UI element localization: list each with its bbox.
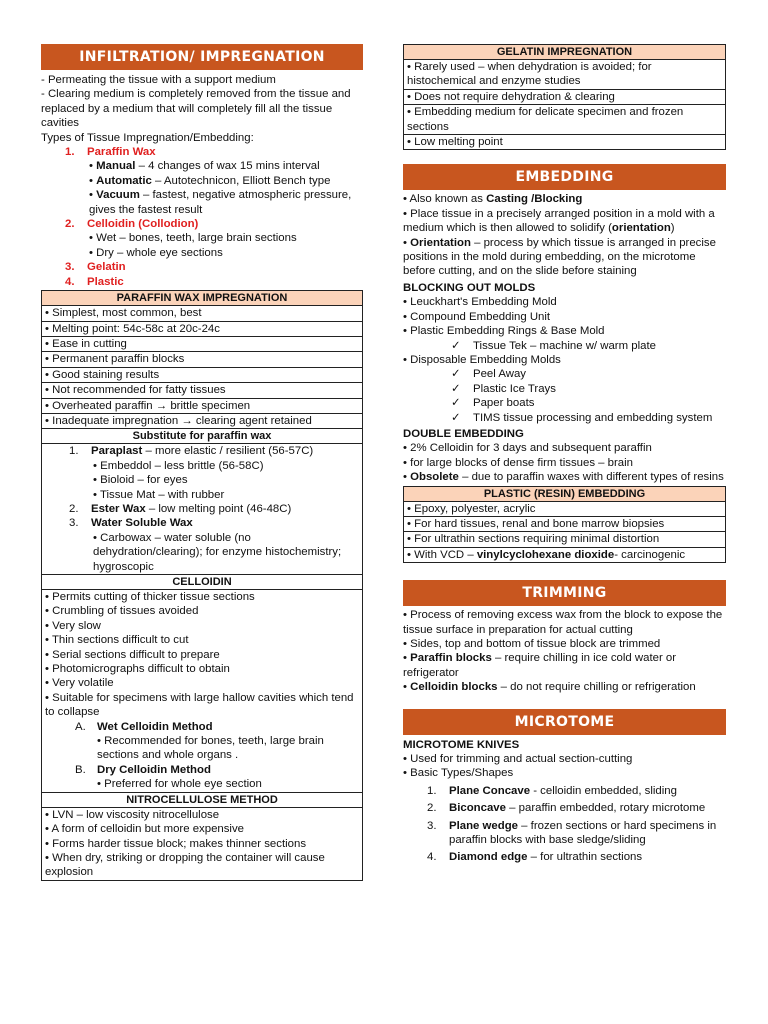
celloidin-list [42, 590, 362, 792]
box-heading: GELATIN IMPREGNATION [404, 45, 725, 60]
box-row: • Inadequate impregnation → clearing agent retained [45, 414, 312, 427]
type-item: 2. Celloidin (Collodion) [65, 218, 199, 231]
box-row: • Does not require dehydration & clearing [404, 90, 725, 105]
box-heading: PLASTIC (RESIN) EMBEDDING [404, 487, 725, 502]
disposable-item: ✓ Plastic Ice Trays [451, 382, 556, 395]
box-row: • Ease in cutting [42, 337, 362, 352]
nitro-row: • A form of celloidin but more expensive [45, 823, 244, 836]
box-row: • Rarely used – when dehydration is avoided; for histochemical and enzyme studies [404, 60, 725, 90]
left-column [41, 44, 363, 881]
trimming-line: • Sides, top and bottom of tissue block are trimmed [403, 638, 661, 650]
embedding-line: • Place tissue in a precisely arranged position in a mold with a medium which is then allowed to solidify (orientation) [403, 207, 715, 235]
check-icon: ✓ [451, 382, 461, 395]
embedding-line: • Also known as Casting /Blocking [403, 193, 583, 206]
box-row: • With VCD – vinylcyclohexane dioxide- carcinogenic [407, 548, 686, 561]
box-heading: PARAFFIN WAX IMPREGNATION [42, 291, 362, 306]
type-item: 3. Gelatin [65, 261, 126, 274]
celloidin-row: • Thin sections difficult to cut [45, 634, 189, 647]
double-item: • for large blocks of dense firm tissues – brain [403, 456, 634, 469]
box-row: • Simplest, most common, best [42, 306, 362, 321]
substitute-subitem: • Bioloid – for eyes [93, 474, 188, 487]
intro-line: - Permeating the tissue with a support medium [41, 74, 276, 86]
box-row: • Low melting point [407, 136, 503, 149]
substitute-subitem: • Tissue Mat – with rubber [93, 488, 225, 501]
check-icon: ✓ [451, 397, 461, 410]
substitute-item: 1. Paraplast – more elastic / resilient (56-57C) [69, 445, 314, 458]
box-row: • Melting point: 54c-58c at 20c-24c [42, 322, 362, 337]
section-banner-infiltration: INFILTRATION/ IMPREGNATION [41, 44, 363, 70]
paraffin-sub-item: • Vacuum – fastest, negative atmospheric pressure, gives the fastest result [89, 189, 352, 216]
celloidin-row: • Serial sections difficult to prepare [45, 648, 220, 661]
gelatin-box [403, 44, 726, 150]
substitute-item: 3. Water Soluble Wax [69, 517, 193, 530]
celloidin-sub-item: • Dry – whole eye sections [89, 246, 223, 259]
blocking-item: • Leuckhart's Embedding Mold [403, 296, 557, 309]
celloidin-heading: CELLOIDIN [42, 574, 362, 590]
section-banner-trimming: TRIMMING [403, 580, 726, 606]
trimming-line: • Celloidin blocks – do not require chilling or refrigeration [403, 681, 696, 694]
disposable-item: ✓ Peel Away [451, 368, 526, 381]
box-row: • For hard tissues, renal and bone marrow biopsies [404, 517, 725, 532]
disposable-item: ✓ TIMS tissue processing and embedding system [451, 411, 713, 424]
blocking-item: • Compound Embedding Unit [403, 310, 551, 323]
double-heading: DOUBLE EMBEDDING [403, 427, 524, 440]
trimming-text [403, 608, 726, 694]
nitro-row: • When dry, striking or dropping the container will cause explosion [45, 851, 325, 879]
substitute-list [42, 444, 362, 574]
blocking-item: • Disposable Embedding Molds [403, 353, 561, 366]
microtome-text [403, 738, 726, 865]
box-row: • Permanent paraffin blocks [42, 352, 362, 367]
intro-text [41, 73, 363, 145]
knife-type: 3. Plane wedge – frozen sections or hard specimens in paraffin blocks with base sledge/sliding [427, 819, 717, 847]
blocking-item: • Plastic Embedding Rings & Base Mold [403, 325, 605, 338]
check-icon: ✓ [451, 339, 461, 352]
trimming-line: • Process of removing excess wax from the block to expose the tissue surface in preparation for actual cutting [403, 609, 723, 636]
type-item: 1. Paraffin Wax [65, 146, 156, 159]
celloidin-row: • Crumbling of tissues avoided [45, 605, 199, 618]
substitute-subitem: • Carbowax – water soluble (no dehydration/clearing); for enzyme histochemistry; hygroscopic [93, 531, 342, 573]
section-banner-microtome: MICROTOME [403, 709, 726, 735]
box-row: • Not recommended for fatty tissues [42, 383, 362, 398]
right-column [403, 44, 726, 865]
nitro-heading: NITROCELLULOSE METHOD [42, 792, 362, 808]
knives-heading: MICROTOME KNIVES [403, 738, 520, 751]
types-list [41, 145, 363, 289]
substitute-item: 2. Ester Wax – low melting point (46-48C) [69, 502, 292, 515]
paraffin-wax-box [41, 290, 363, 881]
check-icon: ✓ [451, 411, 461, 424]
dry-method-text: • Preferred for whole eye section [97, 778, 262, 791]
wet-method: A. Wet Celloidin Method [75, 720, 213, 733]
box-row: • Embedding medium for delicate specimen and frozen sections [404, 105, 725, 135]
paraffin-sub-item: • Manual – 4 changes of wax 15 mins interval [89, 160, 320, 173]
box-row: • For ultrathin sections requiring minimal distortion [404, 532, 725, 547]
knife-type: 4. Diamond edge – for ultrathin sections [427, 851, 643, 864]
celloidin-row: • Very volatile [45, 677, 114, 690]
nitro-list [42, 808, 362, 880]
paraffin-sub-item: • Automatic – Autotechnicon, Elliott Bench type [89, 174, 331, 187]
trimming-line: • Paraffin blocks – require chilling in ice cold water or refrigerator [403, 652, 677, 679]
intro-line: - Clearing medium is completely removed from the tissue and replaced by a medium that will completely fill all the tissue cavities [41, 88, 351, 130]
substitute-subitem: • Embeddol – less brittle (56-58C) [93, 459, 264, 472]
dry-method: B. Dry Celloidin Method [75, 763, 211, 776]
double-item: • 2% Celloidin for 3 days and subsequent paraffin [403, 442, 652, 455]
knife-type: 1. Plane Concave - celloidin embedded, sliding [427, 784, 677, 797]
intro-line: Types of Tissue Impregnation/Embedding: [41, 131, 254, 144]
section-banner-embedding: EMBEDDING [403, 164, 726, 190]
tissue-tek-item: ✓ Tissue Tek – machine w/ warm plate [451, 339, 656, 352]
box-row: • Good staining results [42, 368, 362, 383]
nitro-row: • Forms harder tissue block; makes thinner sections [45, 837, 307, 850]
disposable-item: ✓ Paper boats [451, 397, 535, 410]
wet-method-text: • Recommended for bones, teeth, large brain sections and whole organs . [97, 735, 324, 762]
type-item: 4. Plastic [65, 275, 124, 288]
plastic-box [403, 486, 726, 564]
celloidin-row: • Permits cutting of thicker tissue sections [45, 591, 255, 603]
microtome-line: • Basic Types/Shapes [403, 767, 514, 780]
celloidin-row: • Suitable for specimens with large hallow cavities which tend to collapse [45, 691, 354, 719]
box-subheading: Substitute for paraffin wax [42, 428, 362, 444]
double-item: • Obsolete – due to paraffin waxes with different types of resins [403, 471, 724, 484]
embedding-line: • Orientation – process by which tissue is arranged in precise positions in the mold during embedding, on the microtome before cutting, and on the slide before staining [403, 236, 716, 278]
blocking-heading: BLOCKING OUT MOLDS [403, 281, 536, 294]
box-row: • Epoxy, polyester, acrylic [404, 502, 725, 517]
celloidin-sub-item: • Wet – bones, teeth, large brain sections [89, 232, 297, 245]
nitro-row: • LVN – low viscosity nitrocellulose [45, 808, 220, 821]
celloidin-row: • Very slow [45, 619, 101, 632]
knife-type: 2. Biconcave – paraffin embedded, rotary microtome [427, 802, 706, 815]
embedding-text [403, 192, 726, 484]
microtome-line: • Used for trimming and actual section-cutting [403, 753, 633, 766]
check-icon: ✓ [451, 368, 461, 381]
celloidin-row: • Photomicrographs difficult to obtain [45, 663, 230, 676]
box-row: • Overheated paraffin → brittle specimen [42, 399, 362, 414]
